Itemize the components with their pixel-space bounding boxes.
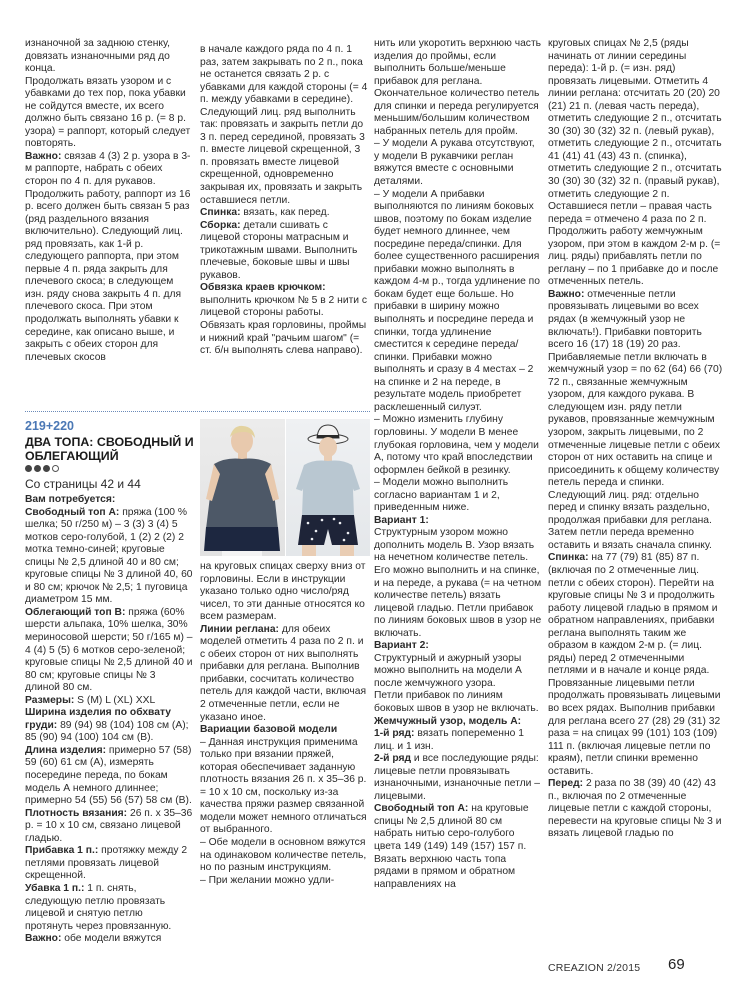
paragraph: нить или укоротить верхнюю часть изделия до проймы, если выполнить больше/меньше прибавок для реглана. Окончательное количество петель для спинки и переда регулируется меньшим/большим количеством набранных петель для пройм. (374, 38, 542, 137)
paragraph: Свободный топ А: на круговые спицы № 2,5 длиной 80 см набрать нитью серо-голубого цвета 149 (149) 149 (157) 157 п. Вязать верхнюю часть топа рядами в прямом и обратном направлениях на (374, 803, 529, 890)
paragraph: Жемчужный узор, модель А: (374, 715, 522, 727)
difficulty-dot-empty (52, 465, 59, 472)
paragraph: Перед: 2 раза по 38 (39) 40 (42) 43 п., включая по 2 отмеченные лицевые петли с каждой стороны, перевести на круговые спицы № 3 и вязать лицевой гладью по (548, 778, 722, 840)
column-2-bottom (200, 561, 370, 887)
difficulty-dot-filled (43, 465, 50, 472)
paragraph: изнаночной за заднюю стенку, довязать изнаночными ряд до конца. (25, 38, 170, 75)
paragraph: Обвязка краев крючком: выполнить крючком № 5 в 2 нити с лицевой стороны работы. Обвязать края горловины, проймы и нижний край "рачьим шагом" (= ст. б/н выполнять слева направо). (200, 282, 368, 357)
paragraph: – У модели А прибавки выполняются по линиям боковых швов, поэтому по бокам изделие будет немного длиннее, чем посредине переда/спинки. Для более существенного расширения прибавки можно выполнять в каждом 4-м р., тогда удлинение по бокам будет еще больше. Но прибавки в ширину можно выполнять и посредине переда и спинки, тогда удлинение сместится к середине переда/спинки. Прибавки можно выполнять и сразу в 4 местах – 2 на спинке и 2 на переде, в результате модель приобретет расклешенный силуэт. (374, 188, 540, 413)
paragraph: Важно: связав 4 (3) 2 р. узора в 3-м раппорте, набрать с обеих сторон по 4 п. для рукавов. (25, 150, 191, 188)
paragraph: 2-й ряд и все последующие ряды: лицевые петли провязывать изнаночными, изнаночные петли – лицевыми. (374, 753, 540, 802)
paragraph: Сборка: детали сшивать с лицевой стороны матрасным и трикотажным швами. Выполнить плечевые, боковые швы и швы рукавов. (200, 219, 358, 281)
paragraph: Убавка 1 п.: 1 п. снять, следующую петлю провязать лицевой и снятую петлю протянуть через провязанную. (25, 882, 172, 932)
photo-model-b (286, 419, 370, 556)
model-a-illustration (200, 419, 285, 556)
paragraph: Размеры: S (M) L (XL) XXL (25, 694, 156, 706)
paragraph: Прибавка 1 п.: протяжку между 2 петлями провязать лицевой скрещенной. (25, 845, 188, 882)
magazine-name: CREAZION 2/2015 (548, 962, 641, 974)
difficulty-dot-filled (25, 465, 32, 472)
paragraph: Структурный и ажурный узоры можно выполнить на модели А после жемчужного узора. (374, 652, 522, 689)
paragraph: Длина изделия: примерно 57 (58) 59 (60) 61 см (А), измерять посередине переда, по бокам модель А немного длиннее; примерно 54 (55) 56 (57) 58 см (В). (25, 744, 192, 807)
paragraph: на круговых спицах сверху вниз от горловины. Если в инструкции указано только одно число/ряд чисел, то эти данные относятся ко всем размерам. (200, 561, 366, 623)
column-1-bottom (25, 472, 193, 946)
paragraph: Петли прибавок по линиям боковых швов в узор не включать. (374, 690, 539, 714)
paragraph: Важно: отмеченные петли провязывать лицевыми во всех рядах (в жемчужный узор не включать!). Прибавки повторить всего 16 (17) 18 (19) 20 раз. Прибавляемые петли включать в жемчужный узор = по 62 (64) 66 (70) 72 п., связанные жемчужным узором, для каждого рукава. В следующем изн. ряду петли рукавов, провязанные жемчужным узором, закрыть лицевыми, по 2 отмеченные лицевые петли с обеих сторон от них оставить на спице и присоединить к общему количеству петель переда и спинки. Следующий лиц. ряд: отдельно перед и спинку вязать раздельно, продолжая прибавки для реглана. Затем петли переда временно оставить и вязать сначала спинку. (548, 288, 723, 551)
paragraph: – Можно изменить глубину горловины. У модели В менее глубокая горловина, чем у модели А, потому что край впоследствии оформлен бейкой в резинку. (374, 414, 539, 476)
paragraph: Важно: обе модели вяжутся (25, 933, 162, 945)
column-3 (374, 38, 542, 891)
paragraph: Вариации базовой модели (200, 724, 338, 736)
paragraph: Облегающий топ В: пряжа (60% шерсти альпака, 10% шелка, 30% мериносовой шерсти; 50 г/165 м) – 4 (4) 5 (5) 6 мотков серо-зеленой; круговые спицы № 2,5 длиной 40 и 80 см; круговые спицы № 3 длиной 80 см. (25, 606, 193, 694)
project-title: ДВА ТОПА: СВОБОДНЫЙ И ОБЛЕГАЮЩИЙ (25, 435, 194, 463)
paragraph: Продолжить работу жемчужным узором, при этом в каждом 2-м р. (= лиц. ряды) прибавлять петли по реглану – по 1 прибавке до и после отмеченных петель. (548, 226, 721, 288)
paragraph: Линии реглана: для обеих моделей отметить 4 раза по 2 п. и с обеих сторон от них выполнять прибавки для реглана. Выполнив прибавки, сосчитать количество петель для каждой части, включая 2 отмеченные петли, если не указано иное. (200, 623, 367, 723)
page-number: 69 (668, 956, 685, 973)
paragraph: Вам потребуется: (25, 494, 116, 505)
paragraph: – У модели А рукава отсутствуют, у модели В рукавчики реглан вяжутся вместе с основными деталями. (374, 138, 535, 188)
paragraph: Свободный топ А: пряжа (100 % шелка; 50 г/250 м) – 3 (3) 3 (4) 5 мотков серо-голубой, 1 (2) 2 (2) 2 мотка темно-синей; круговые спицы № 2,5 длиной 40 и 80 см; круговые спицы № 3 длиной 40, 60 и 80 см; крючок № 2,5; 1 пуговица диаметром 15 мм. (25, 506, 193, 606)
model-b-illustration (286, 419, 370, 556)
paragraph: – Модели можно выполнить согласно вариантам 1 и 2, приведенным ниже. (374, 477, 509, 514)
column-2-top (200, 44, 370, 358)
difficulty-rating (25, 465, 59, 472)
page-footer (548, 956, 728, 978)
paragraph: Плотность вязания: 26 п. х 35–36 р. = 10 х 10 см, связано лицевой гладью. (25, 807, 193, 844)
column-1-top (25, 38, 193, 364)
paragraph: Ширина изделия по обхвату груди: 89 (94) 98 (104) 108 см (А); 85 (90) 94 (100) 104 см (В). (25, 707, 189, 744)
paragraph: – При желании можно удли- (200, 874, 335, 886)
paragraph: Вариант 1: (374, 514, 429, 526)
column-4 (548, 38, 724, 841)
paragraph: в начале каждого ряда по 4 п. 1 раз, затем закрывать по 2 п., пока не останется связать 2 р. с убавками для каждой стороны (= 4 п. между убавками в середине). Следующий лиц. ряд выполнить так: провязать и закрыть петли до 3 п. перед серединой, провязать 3 п. вместе лицевой скрещенной, 3 п. провязать вместе лицевой скрещенной, одновременно закрывая их, провязать и закрыть оставшиеся петли. (200, 44, 368, 206)
paragraph: Продолжать вязать узором и с убавками до тех пор, пока убавки не сойдутся вместе, их всего должно быть связано 16 р. (= 8 р. узора) = раппорт, который следует повторять. (25, 75, 191, 150)
paragraph: 1-й ряд: вязать попеременно 1 лиц. и 1 изн. (374, 728, 524, 752)
difficulty-dot-filled (34, 465, 41, 472)
subtitle: Со страницы 42 и 44 (25, 477, 141, 491)
paragraph: – Данная инструкция применима только при вязании пряжей, которая обеспечивает заданную плотность вязания 26 п. х 35–36 р. = 10 х 10 см, поскольку из-за качества пряжи размер связанной модели может немного отличаться от выбранного. (200, 736, 367, 836)
paragraph: Спинка: вязать, как перед. (200, 207, 330, 219)
paragraph: Структурным узором можно дополнить модель В. Узор вязать на нечетном количестве петель. Его можно выполнить и на спинке, и на переде, а рукава (= на четном количестве петель) вязать лицевой гладью. Петли прибавок по линиям боковых швов в узор не включать. (374, 527, 542, 639)
paragraph: Спинка: на 77 (79) 81 (85) 87 п. (включая по 2 отмеченные лиц. петли с обеих сторон). Перейти на круговые спицы № 3 и продолжить работу лицевой гладью в прямом и обратном направлениях, прибавки реглана выполнять таким же образом в каждом 2-м р. (= лиц. ряды) перед 2 отмеченными петлями и в начале и конце ряда. Провязанные лицевыми петли продолжать провязывать лицевыми во всех рядах. Выполнив прибавки для реглана всего 27 (28) 29 (31) 32 раза = на спицах 99 (101) 103 (109) 111 п. (включая лицевые петли по краям), петли спинки временно оставить. (548, 552, 721, 777)
project-number: 219+220 (25, 419, 75, 433)
section-divider (25, 411, 370, 412)
paragraph: Вариант 2: (374, 640, 429, 652)
paragraph: круговых спицах № 2,5 (ряды начинать от линии середины переда): 1-й р. (= изн. ряд) провязать лицевыми. Отметить 4 линии реглана: отсчитать 20 (20) 20 (21) 21 п. (левая часть переда), отметить следующие 2 п., отсчитать 30 (30) 30 (32) 32 п. (левый рукав), отметить следующие 2 п., отсчитать 41 (41) 41 (43) 43 п. (спинка), отметить следующие 2 п., отсчитать 30 (30) 30 (32) 32 п. (правый рукав), отметить следующие 2 п. Оставшиеся петли – правая часть переда = отмечено 4 раза по 2 п. (548, 38, 722, 225)
paragraph: – Обе модели в основном вяжутся на одинаковом количестве петель, но по разным инструкциям. (200, 837, 367, 874)
photo-model-a (200, 419, 285, 556)
paragraph: Продолжить работу, раппорт из 16 р. всего должен быть связан 5 раз (ряд раздельного вязания включительно). Следующий лиц. ряд провязать, как 1-й р. следующего раппорта, при этом первые 4 п. ряда закрыть для плечевого скоса; в следующем изн. ряду снова закрыть 4 п. для плечевого скоса. При этом продолжать выполнять убавки к середине, как описано выше, и закрыть с обеих сторон для плечевых скосов (25, 188, 191, 363)
